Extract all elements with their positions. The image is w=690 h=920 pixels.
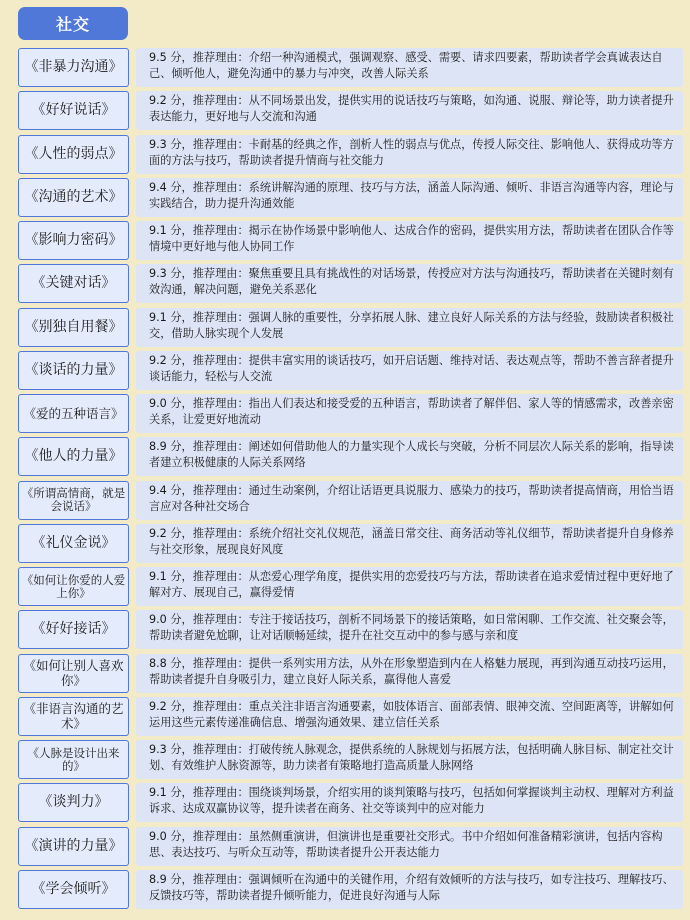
book-row [18, 221, 683, 260]
book-title: 《谈话的力量》 [18, 351, 129, 390]
book-row [18, 827, 683, 866]
book-description: 9.0 分，推荐理由：专注于接话技巧，剖析不同场景下的接话策略，如日常闲聊、工作交流、社交聚会等，帮助读者避免尬聊，让对话顺畅延续，提升在社交互动中的参与感与亲和度 [136, 610, 683, 649]
book-title: 《如何让你爱的人爱上你》 [18, 567, 129, 606]
book-title: 《所谓高情商，就是会说话》 [18, 481, 129, 520]
book-description: 8.9 分，推荐理由：阐述如何借助他人的力量实现个人成长与突破，分析不同层次人际关系的影响，指导读者建立积极健康的人际关系网络 [136, 437, 683, 476]
book-list [18, 48, 683, 913]
book-description: 9.2 分，推荐理由：系统介绍社交礼仪规范，涵盖日常交往、商务活动等礼仪细节，帮助读者提升自身修养与社交形象，展现良好风度 [136, 524, 683, 563]
book-row [18, 351, 683, 390]
book-title: 《如何让别人喜欢你》 [18, 654, 129, 693]
book-row [18, 610, 683, 649]
section-title: 社交 [18, 7, 128, 40]
book-description: 8.9 分，推荐理由：强调倾听在沟通中的关键作用，介绍有效倾听的方法与技巧，如专注技巧、理解技巧、反馈技巧等，帮助读者提升倾听能力，促进良好沟通与人际 [136, 870, 683, 909]
book-row [18, 783, 683, 822]
book-title: 《爱的五种语言》 [18, 394, 129, 433]
book-description: 9.3 分，推荐理由：打破传统人脉观念，提供系统的人脉规划与拓展方法，包括明确人脉目标、制定社交计划、有效维护人脉资源等，助力读者有策略地打造高质量人脉网络 [136, 740, 683, 779]
book-title: 《好好接话》 [18, 610, 129, 649]
book-row [18, 437, 683, 476]
book-row [18, 264, 683, 303]
book-title: 《关键对话》 [18, 264, 129, 303]
book-row [18, 178, 683, 217]
book-row [18, 654, 683, 693]
book-description: 9.1 分，推荐理由：从恋爱心理学角度，提供实用的恋爱技巧与方法，帮助读者在追求爱情过程中更好地了解对方、展现自己，赢得爱情 [136, 567, 683, 606]
book-row [18, 308, 683, 347]
book-title: 《别独自用餐》 [18, 308, 129, 347]
book-row [18, 567, 683, 606]
book-description: 9.0 分，推荐理由：虽然侧重演讲，但演讲也是重要社交形式。书中介绍如何准备精彩演讲，包括内容构思、表达技巧、与听众互动等，帮助读者提升公开表达能力 [136, 827, 683, 866]
book-title: 《非暴力沟通》 [18, 48, 129, 87]
book-description: 9.2 分，推荐理由：从不同场景出发，提供实用的说话技巧与策略，如沟通、说服、辩论等，助力读者提升表达能力，更好地与人交流和沟通 [136, 91, 683, 130]
book-title: 《人性的弱点》 [18, 135, 129, 174]
book-description: 9.0 分，推荐理由：指出人们表达和接受爱的五种语言，帮助读者了解伴侣、家人等的情感需求，改善亲密关系，让爱更好地流动 [136, 394, 683, 433]
book-row [18, 870, 683, 909]
book-description: 9.3 分，推荐理由：聚焦重要且具有挑战性的对话场景，传授应对方法与沟通技巧，帮助读者在关键时刻有效沟通，解决问题，避免关系恶化 [136, 264, 683, 303]
book-row [18, 740, 683, 779]
book-row [18, 697, 683, 736]
book-description: 9.1 分，推荐理由：揭示在协作场景中影响他人、达成合作的密码，提供实用方法，帮助读者在团队合作等情境中更好地与他人协同工作 [136, 221, 683, 260]
book-title: 《他人的力量》 [18, 437, 129, 476]
book-description: 9.2 分，推荐理由：重点关注非语言沟通要素，如肢体语言、面部表情、眼神交流、空间距离等，讲解如何运用这些元素传递准确信息、增强沟通效果、建立信任关系 [136, 697, 683, 736]
book-row [18, 394, 683, 433]
book-title: 《沟通的艺术》 [18, 178, 129, 217]
book-row [18, 524, 683, 563]
book-description: 9.4 分，推荐理由：系统讲解沟通的原理、技巧与方法，涵盖人际沟通、倾听、非语言沟通等内容，理论与实践结合，助力提升沟通效能 [136, 178, 683, 217]
book-title: 《人脉是设计出来的》 [18, 740, 129, 779]
book-row [18, 48, 683, 87]
book-description: 9.4 分，推荐理由：通过生动案例，介绍让话语更具说服力、感染力的技巧，帮助读者提高情商，用恰当语言应对各种社交场合 [136, 481, 683, 520]
book-description: 9.5 分，推荐理由：介绍一种沟通模式，强调观察、感受、需要、请求四要素，帮助读者学会真诚表达自己、倾听他人，避免沟通中的暴力与冲突，改善人际关系 [136, 48, 683, 87]
book-title: 《谈判力》 [18, 783, 129, 822]
book-title: 《好好说话》 [18, 91, 129, 130]
book-row [18, 135, 683, 174]
book-title: 《演讲的力量》 [18, 827, 129, 866]
book-description: 9.1 分，推荐理由：强调人脉的重要性，分享拓展人脉、建立良好人际关系的方法与经验，鼓励读者积极社交，借助人脉实现个人发展 [136, 308, 683, 347]
book-row [18, 91, 683, 130]
book-description: 8.8 分，推荐理由：提供一系列实用方法，从外在形象塑造到内在人格魅力展现，再到沟通互动技巧运用，帮助读者提升自身吸引力，建立良好人际关系，赢得他人喜爱 [136, 654, 683, 693]
book-row [18, 481, 683, 520]
book-title: 《礼仪金说》 [18, 524, 129, 563]
book-description: 9.1 分，推荐理由：围绕谈判场景，介绍实用的谈判策略与技巧，包括如何掌握谈判主动权、理解对方利益诉求、达成双赢协议等，提升读者在商务、社交等谈判中的应对能力 [136, 783, 683, 822]
book-description: 9.3 分，推荐理由：卡耐基的经典之作，剖析人性的弱点与优点，传授人际交往、影响他人、获得成功等方面的方法与技巧，帮助读者提升情商与社交能力 [136, 135, 683, 174]
book-title: 《学会倾听》 [18, 870, 129, 909]
book-title: 《非语言沟通的艺术》 [18, 697, 129, 736]
book-description: 9.2 分，推荐理由：提供丰富实用的谈话技巧，如开启话题、维持对话、表达观点等，帮助不善言辞者提升谈话能力，轻松与人交流 [136, 351, 683, 390]
book-title: 《影响力密码》 [18, 221, 129, 260]
